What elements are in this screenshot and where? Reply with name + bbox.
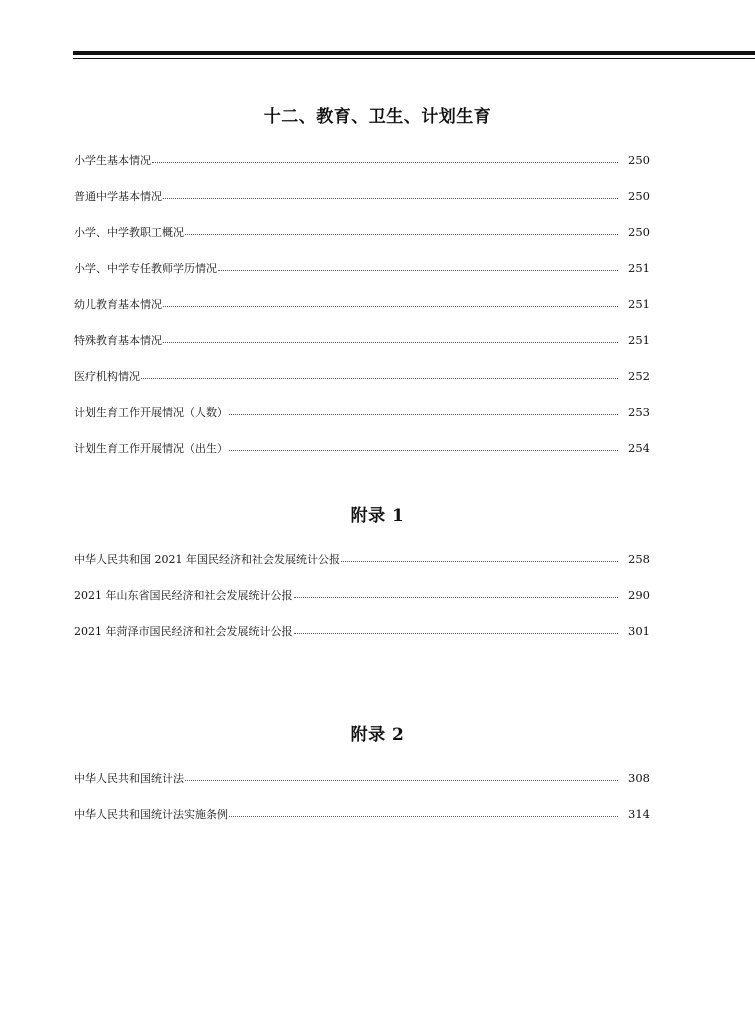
dot-leader — [229, 450, 618, 451]
dot-leader — [152, 162, 618, 163]
toc-entry-page: 301 — [628, 624, 650, 638]
toc-entry-title: 特殊教育基本情况 — [74, 334, 162, 347]
toc-entry-title: 小学、中学教职工概况 — [74, 226, 184, 239]
toc-entry-title: 中华人民共和国统计法 — [74, 772, 184, 785]
dot-leader — [185, 780, 618, 781]
toc-entry-title: 计划生育工作开展情况（出生） — [74, 442, 228, 455]
toc-entry-page: 314 — [628, 807, 650, 821]
toc-entry-title: 幼儿教育基本情况 — [74, 298, 162, 311]
toc-entry-page: 290 — [628, 588, 650, 602]
toc-entry-page: 253 — [628, 405, 650, 419]
toc-entry-page: 251 — [628, 333, 650, 347]
toc-entry[interactable] — [74, 796, 650, 832]
toc-entry[interactable] — [74, 430, 650, 466]
section-heading-12: 十二、教育、卫生、计划生育 — [263, 107, 492, 127]
toc-entry-title: 小学、中学专任教师学历情况 — [74, 262, 217, 275]
dot-leader — [218, 270, 618, 271]
dot-leader — [163, 342, 618, 343]
toc-entry-title: 医疗机构情况 — [74, 370, 140, 383]
dot-leader — [294, 597, 619, 598]
toc-entry-page: 250 — [628, 189, 650, 203]
toc-entry-page: 252 — [628, 369, 650, 383]
toc-entry[interactable] — [74, 178, 650, 214]
header-rule-thick — [73, 51, 755, 55]
toc-entry[interactable] — [74, 250, 650, 286]
toc-list-appendix1 — [74, 541, 650, 649]
dot-leader — [229, 816, 618, 817]
toc-entry[interactable] — [74, 286, 650, 322]
dot-leader — [163, 306, 618, 307]
toc-entry-title: 计划生育工作开展情况（人数） — [74, 406, 228, 419]
dot-leader — [294, 633, 619, 634]
toc-entry-page: 251 — [628, 261, 650, 275]
toc-entry[interactable] — [74, 358, 650, 394]
toc-list-section12 — [74, 142, 650, 466]
toc-entry[interactable] — [74, 142, 650, 178]
dot-leader — [163, 198, 618, 199]
toc-entry-title: 2021 年山东省国民经济和社会发展统计公报 — [74, 589, 293, 602]
dot-leader — [229, 414, 618, 415]
toc-entry-page: 250 — [628, 153, 650, 167]
toc-entry[interactable] — [74, 322, 650, 358]
dot-leader — [141, 378, 618, 379]
toc-entry-page: 308 — [628, 771, 650, 785]
dot-leader — [341, 561, 618, 562]
toc-entry[interactable] — [74, 214, 650, 250]
section-heading-appendix2: 附录 2 — [350, 725, 405, 745]
dot-leader — [185, 234, 618, 235]
toc-entry-title: 2021 年菏泽市国民经济和社会发展统计公报 — [74, 625, 293, 638]
toc-entry[interactable] — [74, 613, 650, 649]
toc-entry-title: 中华人民共和国统计法实施条例 — [74, 808, 228, 821]
toc-list-appendix2 — [74, 760, 650, 832]
header-rule-thin — [73, 58, 755, 59]
toc-entry-page: 254 — [628, 441, 650, 455]
toc-entry-page: 251 — [628, 297, 650, 311]
toc-entry-page: 250 — [628, 225, 650, 239]
toc-entry[interactable] — [74, 577, 650, 613]
toc-entry-title: 小学生基本情况 — [74, 154, 151, 167]
toc-entry[interactable] — [74, 541, 650, 577]
toc-entry[interactable] — [74, 394, 650, 430]
toc-entry-title: 普通中学基本情况 — [74, 190, 162, 203]
section-heading-appendix1: 附录 1 — [350, 506, 405, 526]
toc-entry[interactable] — [74, 760, 650, 796]
toc-entry-title: 中华人民共和国 2021 年国民经济和社会发展统计公报 — [74, 553, 340, 566]
toc-entry-page: 258 — [628, 552, 650, 566]
